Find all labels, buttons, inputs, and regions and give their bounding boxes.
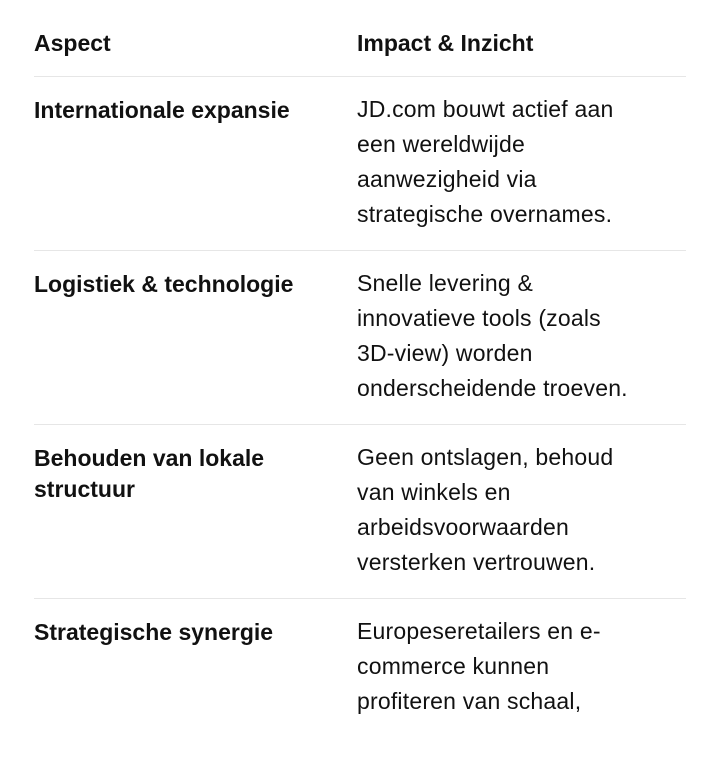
row-aspect: Internationale expansie (34, 97, 290, 123)
comparison-table (34, 0, 686, 772)
header-aspect: Aspect (34, 30, 111, 56)
table-row (34, 251, 686, 425)
table-row (34, 77, 686, 251)
impact-line: Europeseretailers en e- (357, 618, 601, 644)
impact-line: Geen ontslagen, behoud (357, 444, 614, 470)
impact-line: strategische overnames. (357, 201, 613, 227)
impact-line: innovatieve tools (zoals (357, 305, 601, 331)
row-impact (357, 425, 686, 598)
aspect-line: structuur (34, 476, 135, 502)
table-row (34, 599, 686, 772)
row-aspect: Strategische synergie (34, 619, 274, 645)
impact-line: een wereldwijde (357, 131, 525, 157)
row-impact (357, 599, 686, 772)
impact-line: onderscheidende troeven. (357, 375, 628, 401)
row-impact (357, 77, 686, 250)
impact-line: profiteren van schaal, (357, 688, 582, 714)
impact-line: van winkels en (357, 479, 511, 505)
impact-line: versterken vertrouwen. (357, 549, 596, 575)
impact-line: 3D-view) worden (357, 340, 533, 366)
table-row (34, 425, 686, 599)
row-aspect (34, 425, 357, 598)
impact-line: commerce kunnen (357, 653, 550, 679)
aspect-line: Behouden van lokale (34, 445, 265, 471)
header-impact: Impact & Inzicht (357, 30, 534, 56)
table-header-row (34, 0, 686, 77)
impact-line: Snelle levering & (357, 270, 534, 296)
impact-line: arbeidsvoorwaarden (357, 514, 570, 540)
row-impact (357, 251, 686, 424)
row-aspect: Logistiek & technologie (34, 271, 294, 297)
impact-line: JD.com bouwt actief aan (357, 96, 614, 122)
impact-line: aanwezigheid via (357, 166, 537, 192)
